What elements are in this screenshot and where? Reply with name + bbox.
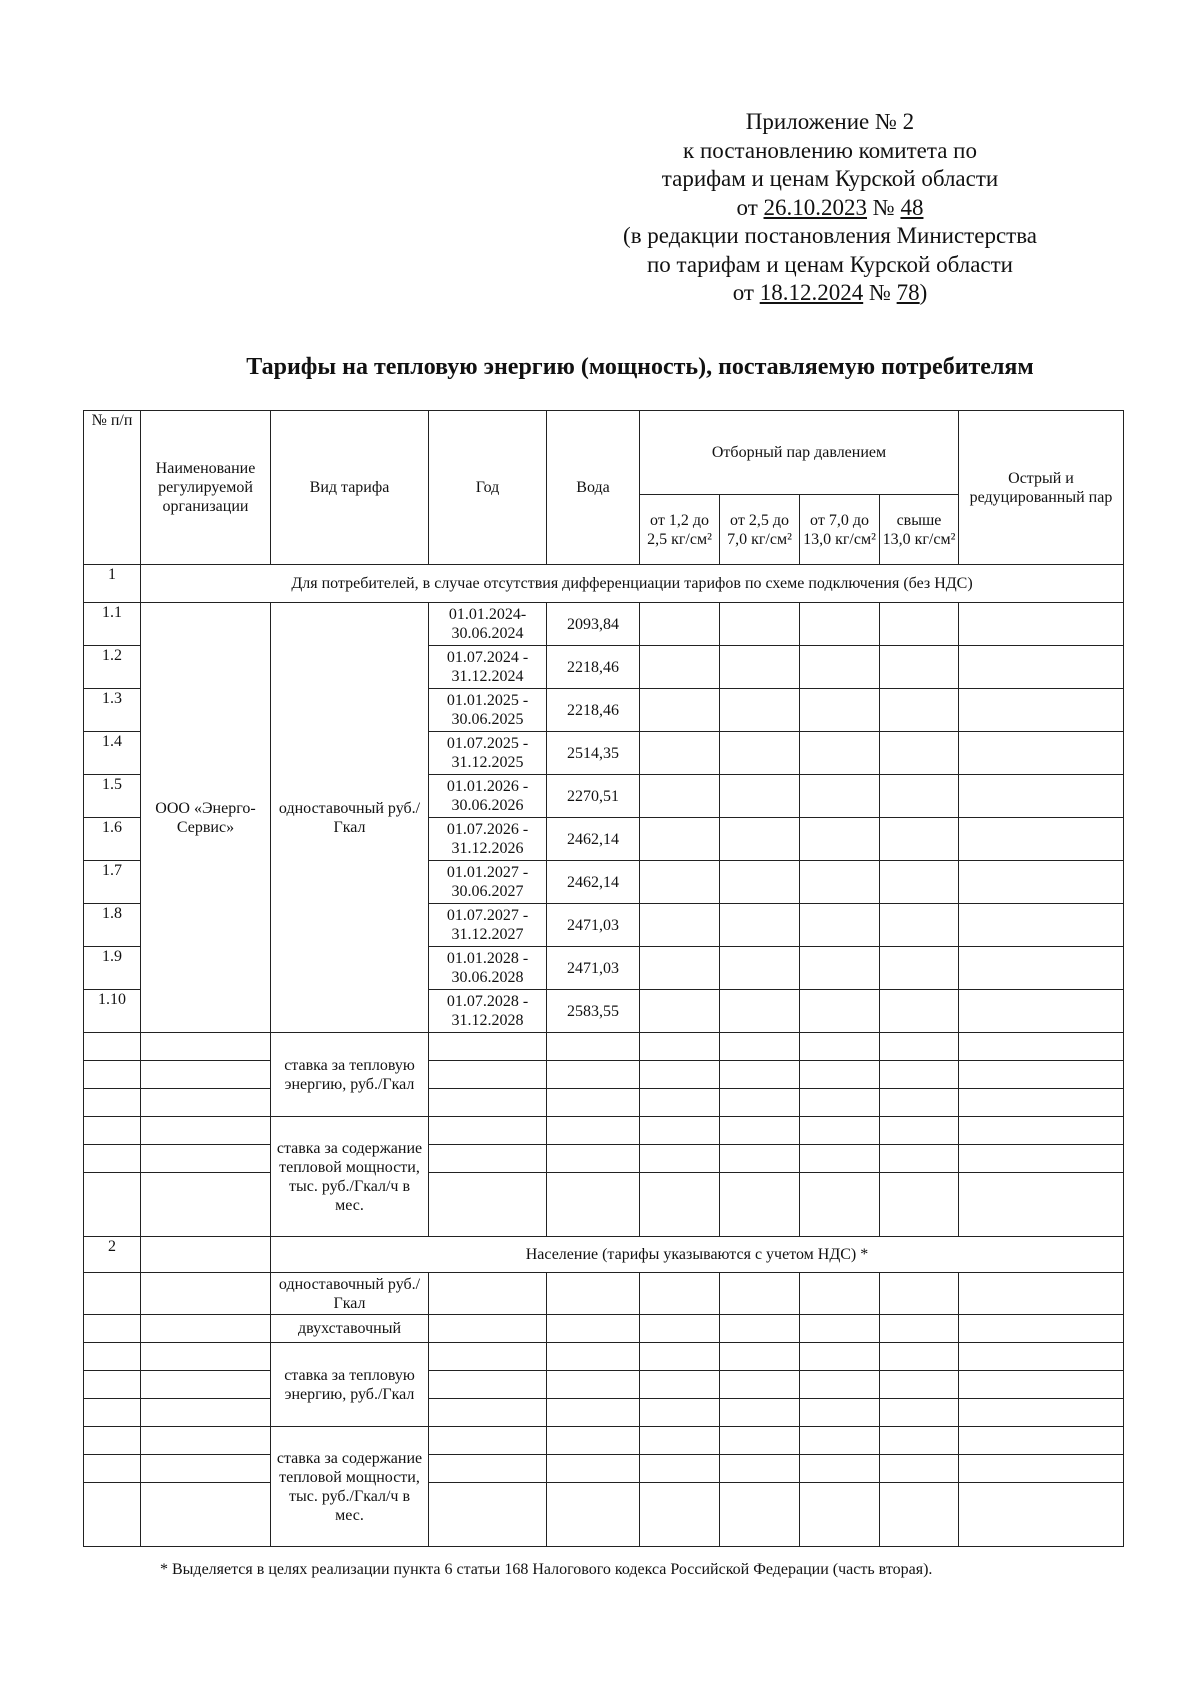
col-header-water: Вода [547,411,640,565]
row-num: 1.4 [84,732,141,775]
row-num: 1.5 [84,775,141,818]
table-row [84,1173,1124,1237]
table-row [84,1315,1124,1343]
period-cell: 01.07.2028 - 31.12.2028 [429,990,547,1033]
period-cell: 01.07.2027 - 31.12.2027 [429,904,547,947]
col-header-steam: Отборный пар давлением [640,411,959,495]
resolution-date: 26.10.2023 [763,194,868,220]
table-row [84,1089,1124,1117]
tariff-table [83,410,1124,1547]
water-value: 2471,03 [547,947,640,990]
col-header-pressure-1: от 1,2 до 2,5 кг/см² [640,495,720,565]
table-row [84,1427,1124,1455]
row-num: 1.2 [84,646,141,689]
row-num: 1.6 [84,818,141,861]
water-value: 2218,46 [547,646,640,689]
period-cell: 01.01.2028 - 30.06.2028 [429,947,547,990]
table-row [84,1117,1124,1145]
amendment-line: (в редакции постановления Министерства [623,223,1037,248]
water-value: 2218,46 [547,689,640,732]
water-value: 2462,14 [547,861,640,904]
col-header-num: № п/п [84,411,141,565]
table-row [84,1033,1124,1061]
section1-row [84,565,1124,603]
row-num: 1.3 [84,689,141,732]
amendment-date-line: от 18.12.2024 № 78) [732,280,928,305]
ministry-line: по тарифам и ценам Курской области [647,251,1013,277]
rate-energy-label: ставка за тепловую энергию, руб./Гкал [271,1033,429,1117]
committee-line: тарифам и ценам Курской области [661,166,999,191]
section2-row [84,1237,1124,1273]
amendment-number: 78 [896,280,920,305]
period-cell: 01.01.2026 - 30.06.2026 [429,775,547,818]
water-value: 2462,14 [547,818,640,861]
water-value: 2514,35 [547,732,640,775]
col-header-year: Год [429,411,547,565]
single-rate-label: одноставочный руб./Гкал [271,1273,429,1315]
col-header-sharp-steam: Острый и редуцированный пар [959,411,1124,565]
row-num: 1.8 [84,904,141,947]
amendment-date: 18.12.2024 [759,280,864,305]
org-name: ООО «Энерго-Сервис» [141,603,271,1033]
document-title: Тарифы на тепловую энергию (мощность), поставляемую потребителям [246,354,1034,380]
resolution-number: 48 [900,194,924,220]
table-row [84,1061,1124,1089]
section2-num: 2 [84,1237,141,1273]
col-header-pressure-3: от 7,0 до 13,0 кг/см² [800,495,880,565]
row-num: 1.1 [84,603,141,646]
section2-label: Население (тарифы указываются с учетом НДС) * [271,1237,1124,1273]
col-header-pressure-4: свыше 13,0 кг/см² [880,495,959,565]
section1-num: 1 [84,565,141,603]
table-row [84,603,1124,646]
appendix-label: Приложение № 2 [745,109,915,134]
table-row [84,1455,1124,1483]
table-row [84,1483,1124,1547]
footnote: * Выделяется в целях реализации пункта 6 статьи 168 Налогового кодекса Российской Федерации (часть вторая). [160,1561,933,1578]
resolution-date-line: от 26.10.2023 № 48 [736,194,924,220]
period-cell: 01.01.2024-30.06.2024 [429,603,547,646]
table-row [84,1273,1124,1315]
rate-capacity-label: ставка за содержание тепловой мощности, тыс. руб./Гкал/ч в мес. [271,1117,429,1237]
table-row [84,1371,1124,1399]
header-row [84,411,1124,495]
water-value: 2093,84 [547,603,640,646]
period-cell: 01.07.2025 - 31.12.2025 [429,732,547,775]
period-cell: 01.01.2025 - 30.06.2025 [429,689,547,732]
col-header-org: Наименование регулируемой организации [141,411,271,565]
col-header-pressure-2: от 2,5 до 7,0 кг/см² [720,495,800,565]
table-row [84,1399,1124,1427]
period-cell: 01.07.2024 - 31.12.2024 [429,646,547,689]
document-header [560,108,1100,308]
period-cell: 01.01.2027 - 30.06.2027 [429,861,547,904]
table-row [84,1145,1124,1173]
row-num: 1.7 [84,861,141,904]
two-part-label: двухставочный [271,1315,429,1343]
tariff-type: одноставочный руб./Гкал [271,603,429,1033]
row-num: 1.9 [84,947,141,990]
row-num: 1.10 [84,990,141,1033]
col-header-type: Вид тарифа [271,411,429,565]
water-value: 2583,55 [547,990,640,1033]
pop-rate-capacity-label: ставка за содержание тепловой мощности, тыс. руб./Гкал/ч в мес. [271,1427,429,1547]
table-row [84,1343,1124,1371]
period-cell: 01.07.2026 - 31.12.2026 [429,818,547,861]
pop-rate-energy-label: ставка за тепловую энергию, руб./Гкал [271,1343,429,1427]
section1-label: Для потребителей, в случае отсутствия дифференциации тарифов по схеме подключения (без НДС) [141,565,1124,603]
water-value: 2471,03 [547,904,640,947]
resolution-ref-line: к постановлению комитета по [683,137,977,163]
water-value: 2270,51 [547,775,640,818]
